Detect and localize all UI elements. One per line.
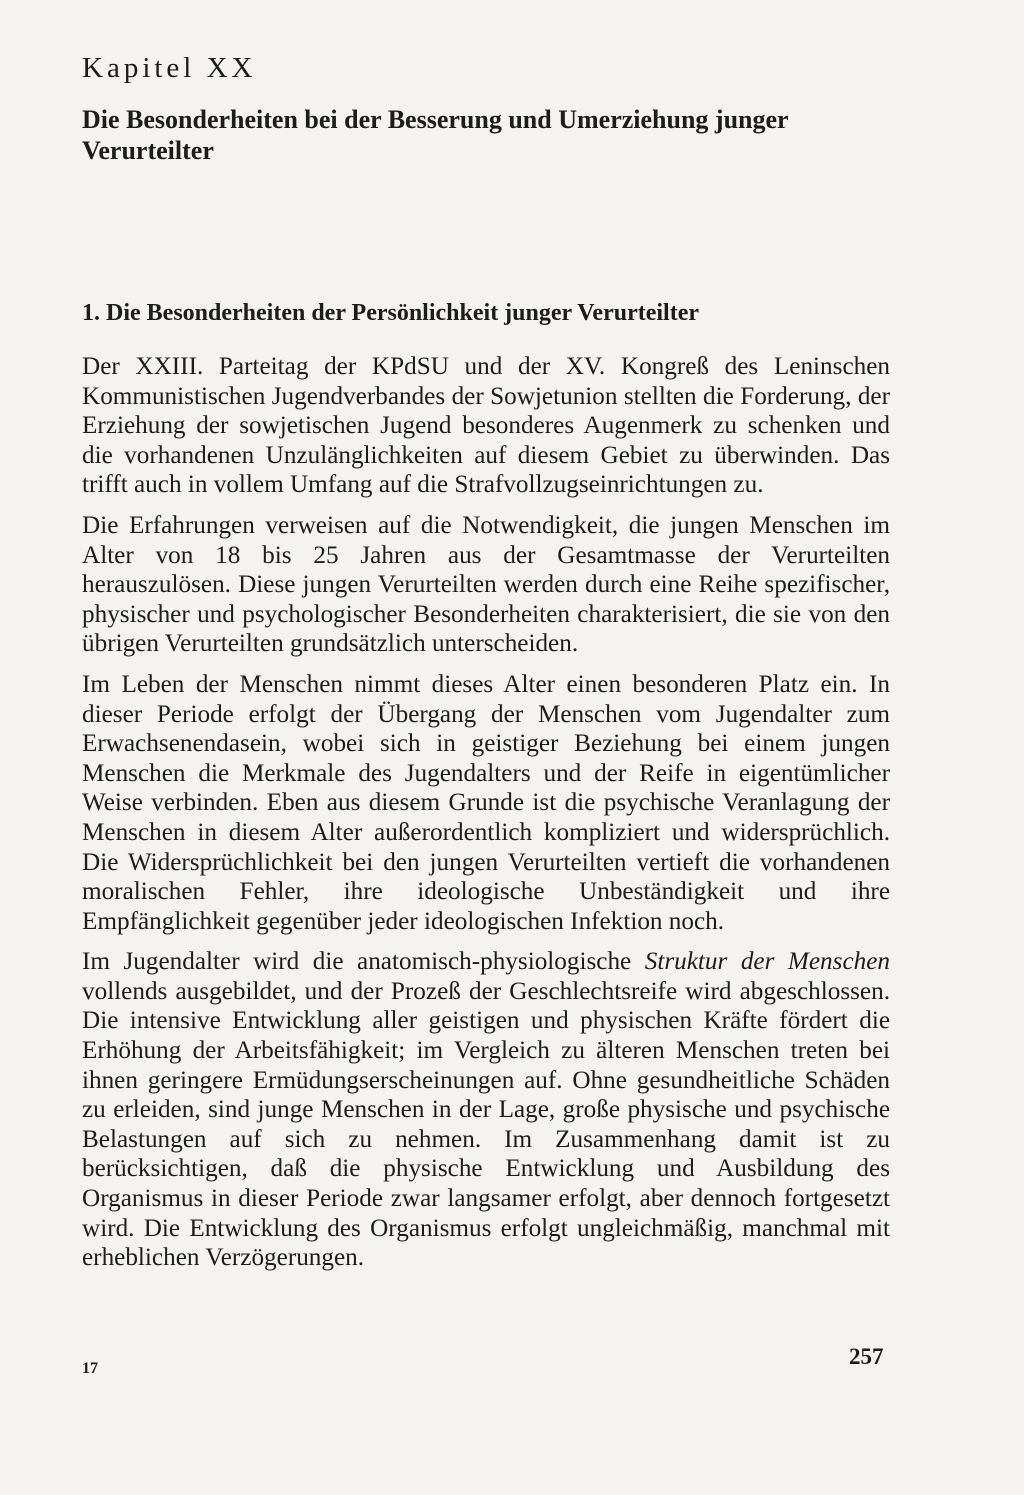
paragraph: Der XXIII. Parteitag der KPdSU und der XV. Kongreß des Leninschen Kommunistischen Jugendverbandes der Sowjetunion stellten die Forderung, der Erziehung der sowjetischen Jugend besonderes Augenmerk zu schenken und die vorhandenen Unzulänglichkeiten auf diesem Gebiet zu überwinden. Das trifft auch in vollem Umfang auf die Strafvollzugseinrichtungen zu. bbox=[82, 353, 890, 499]
paragraph-text: vollends ausgebildet, und der Prozeß der Geschlechtsreife wird abgeschlossen. Die intensive Entwicklung aller geistigen und physischen Kräfte fördert die Erhöhung der Arbeitsfähigkeit; im Vergleich zu älteren Menschen treten bei ihnen geringere Ermüdungserscheinungen auf. Ohne gesundheitliche Schäden zu erleiden, sind junge Menschen in der Lage, große physische und psychische Belastungen auf sich zu nehmen. Im Zusammenhang damit ist zu berücksichtigen, daß die physische Entwicklung und Ausbildung des Organismus in dieser Periode zwar langsamer erfolgt, aber dennoch fortgesetzt wird. Die Entwicklung des Organismus erfolgt ungleichmäßig, manchmal mit erheblichen Verzögerungen. bbox=[82, 977, 890, 1272]
italic-phrase: Struktur der Menschen bbox=[644, 948, 890, 976]
page-number: 257 bbox=[849, 1344, 884, 1369]
chapter-label: Kapitel XX bbox=[82, 52, 257, 84]
paragraph-text: Im Jugendalter wird die anatomisch-physiologische bbox=[82, 948, 645, 976]
chapter-title: Die Besonderheiten bei der Besserung und Umerziehung junger Verurteilter bbox=[82, 105, 789, 165]
paragraph: Im Leben der Menschen nimmt dieses Alter einen besonderen Platz ein. In dieser Periode erfolgt der Übergang der Menschen vom Jugendalter zum Erwachsenendasein, wobei sich in geistiger Beziehung bei einem jungen Menschen die Merkmale des Jugendalters und der Reife in eigentümlicher Weise verbinden. Eben aus diesem Grunde ist die psychische Veranlagung der Menschen in diesem Alter außerordentlich kompliziert und widersprüchlich. Die Widersprüchlichkeit bei den jungen Verurteilten vertieft die vorhandenen moralischen Fehler, ihre ideologische Unbeständigkeit und ihre Empfänglichkeit gegenüber jeder ideologischen Infektion noch. bbox=[82, 670, 890, 935]
printer-signature: 17 bbox=[82, 1360, 98, 1377]
paragraph bbox=[82, 947, 890, 1273]
section-heading: 1. Die Besonderheiten der Persönlichkeit junger Verurteilter bbox=[82, 300, 700, 326]
paragraph: Die Erfahrungen verweisen auf die Notwendigkeit, die jungen Menschen im Alter von 18 bis 25 Jahren aus der Gesamtmasse der Verurteilten herauszulösen. Diese jungen Verurteilten werden durch eine Reihe spezifischer, physischer und psychologischer Besonderheiten charakterisiert, die sie von den übrigen Verurteilten grundsätzlich unterscheiden. bbox=[82, 511, 890, 658]
body-text bbox=[82, 352, 890, 1284]
